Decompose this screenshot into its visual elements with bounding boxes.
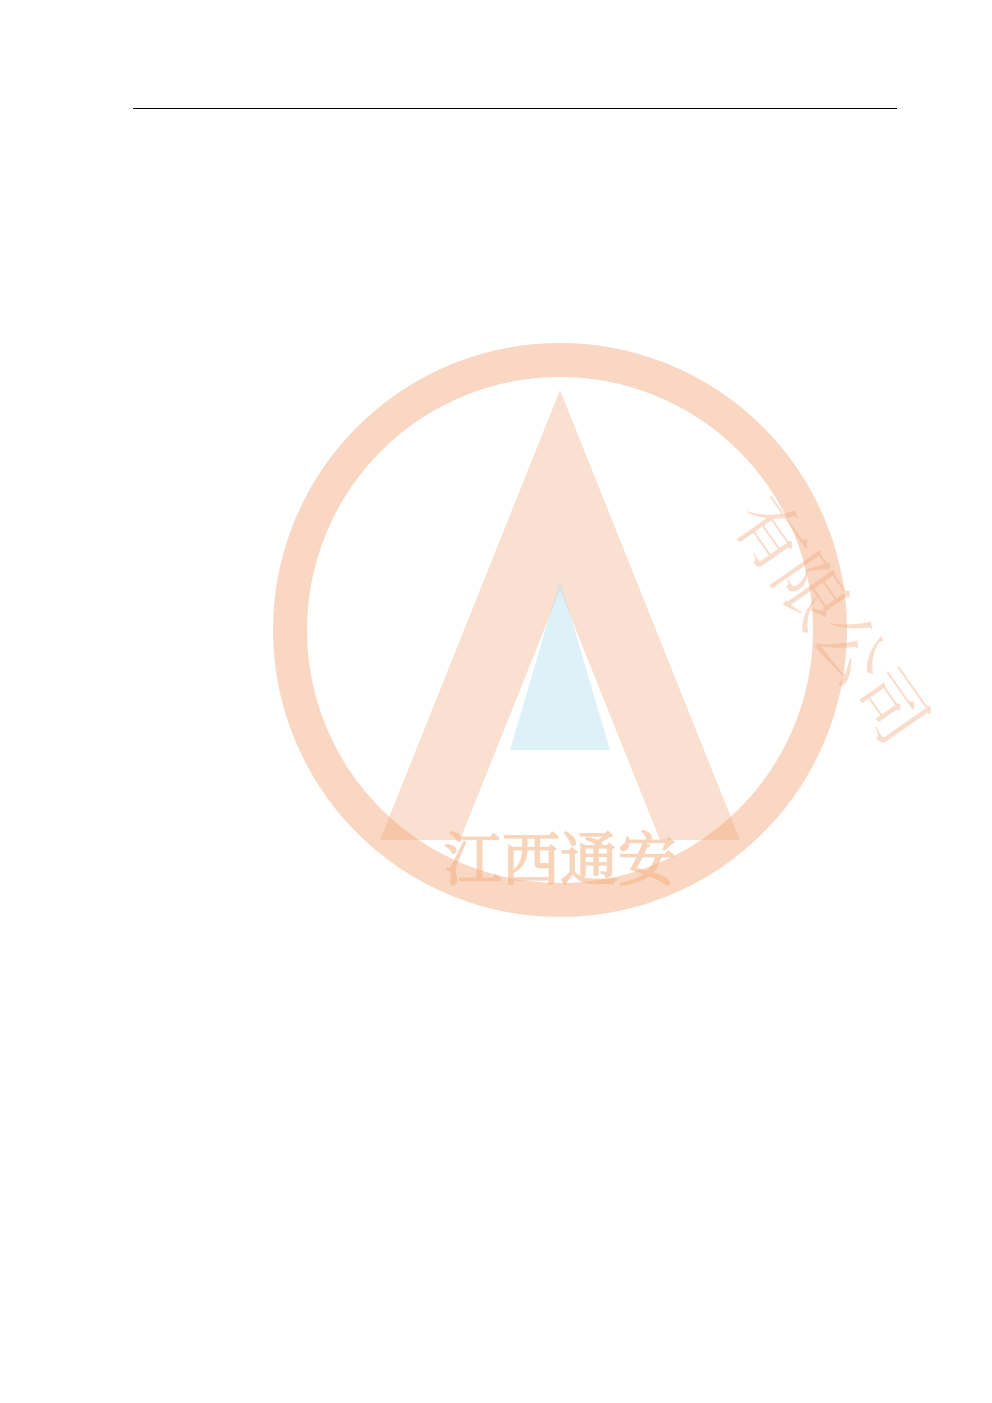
company-seal-watermark — [260, 320, 944, 940]
svg-text:江西通安: 江西通安 — [443, 826, 677, 894]
header-divider — [133, 108, 897, 109]
svg-text:有限公司: 有限公司 — [716, 482, 944, 760]
